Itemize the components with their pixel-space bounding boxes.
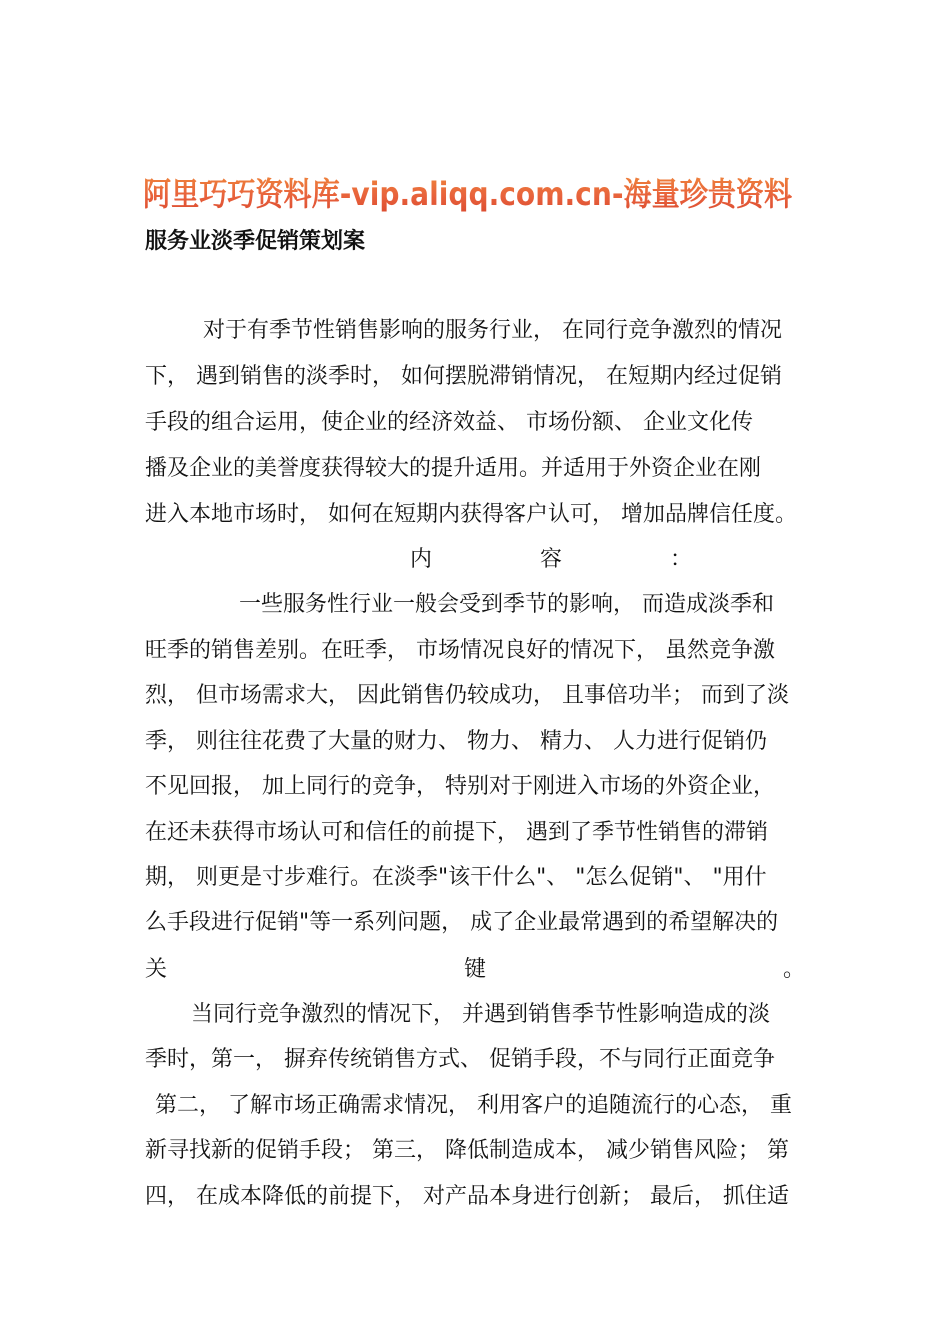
paragraph-2-last-char-1: 关 xyxy=(145,957,168,982)
paragraph-3-line-2: 季时，第一， 摒弃传统销售方式、 促销手段，不与同行正面竞争 xyxy=(145,1047,775,1072)
watermark-banner: 阿里巧巧资料库-vip.aliqq.com.cn-海量珍贵资料 xyxy=(143,170,792,218)
paragraph-3-line-5: 四， 在成本降低的前提下， 对产品本身进行创新； 最后， 抓住适 xyxy=(145,1184,789,1209)
paragraph-1-line-1: 对于有季节性销售影响的服务行业， 在同行竞争激烈的情况 xyxy=(203,318,782,343)
paragraph-3-line-3: 第二， 了解市场正确需求情况， 利用客户的追随流行的心态， 重 xyxy=(155,1093,792,1118)
paragraph-2-line-3: 烈， 但市场需求大， 因此销售仍较成功， 且事倍功半； 而到了淡 xyxy=(145,683,789,708)
paragraph-1-line-2: 下， 遇到销售的淡季时， 如何摆脱滞销情况， 在短期内经过促销 xyxy=(145,364,782,389)
content-label-colon: ： xyxy=(669,547,692,572)
paragraph-2-line-1: 一些服务性行业一般会受到季节的影响， 而造成淡季和 xyxy=(239,592,774,617)
paragraph-1-line-4: 播及企业的美誉度获得较大的提升适用。并适用于外资企业在刚 xyxy=(145,456,762,481)
paragraph-3-line-4: 新寻找新的促销手段； 第三， 降低制造成本， 减少销售风险； 第 xyxy=(145,1138,789,1163)
paragraph-2-line-8: 么手段进行促销"等一系列问题， 成了企业最常遇到的希望解决的 xyxy=(145,910,779,935)
content-label-char-1: 内 xyxy=(410,547,433,572)
paragraph-2-line-4: 季， 则往往花费了大量的财力、 物力、 精力、 人力进行促销仍 xyxy=(145,729,767,754)
paragraph-2-line-6: 在还未获得市场认可和信任的前提下， 遇到了季节性销售的滞销 xyxy=(145,820,768,845)
paragraph-3-line-1: 当同行竞争激烈的情况下， 并遇到销售季节性影响造成的淡 xyxy=(191,1002,770,1027)
paragraph-2-last-char-3: 。 xyxy=(782,957,805,982)
paragraph-1-line-3: 手段的组合运用，使企业的经济效益、 市场份额、 企业文化传 xyxy=(145,410,753,435)
document-title: 服务业淡季促销策划案 xyxy=(145,229,366,254)
paragraph-2-last-line xyxy=(145,955,805,985)
paragraph-1-line-5: 进入本地市场时， 如何在短期内获得客户认可， 增加品牌信任度。 xyxy=(145,502,797,527)
paragraph-2-line-2: 旺季的销售差别。在旺季， 市场情况良好的情况下， 虽然竞争激 xyxy=(145,638,775,663)
paragraph-2-line-5: 不见回报， 加上同行的竞争， 特别对于刚进入市场的外资企业， xyxy=(145,774,775,799)
paragraph-2-line-7: 期， 则更是寸步难行。在淡季"该干什么"、 "怎么促销"、 "用什 xyxy=(145,865,767,890)
content-label xyxy=(410,545,692,575)
paragraph-2-last-char-2: 键 xyxy=(463,957,486,982)
content-label-char-2: 容 xyxy=(539,547,562,572)
